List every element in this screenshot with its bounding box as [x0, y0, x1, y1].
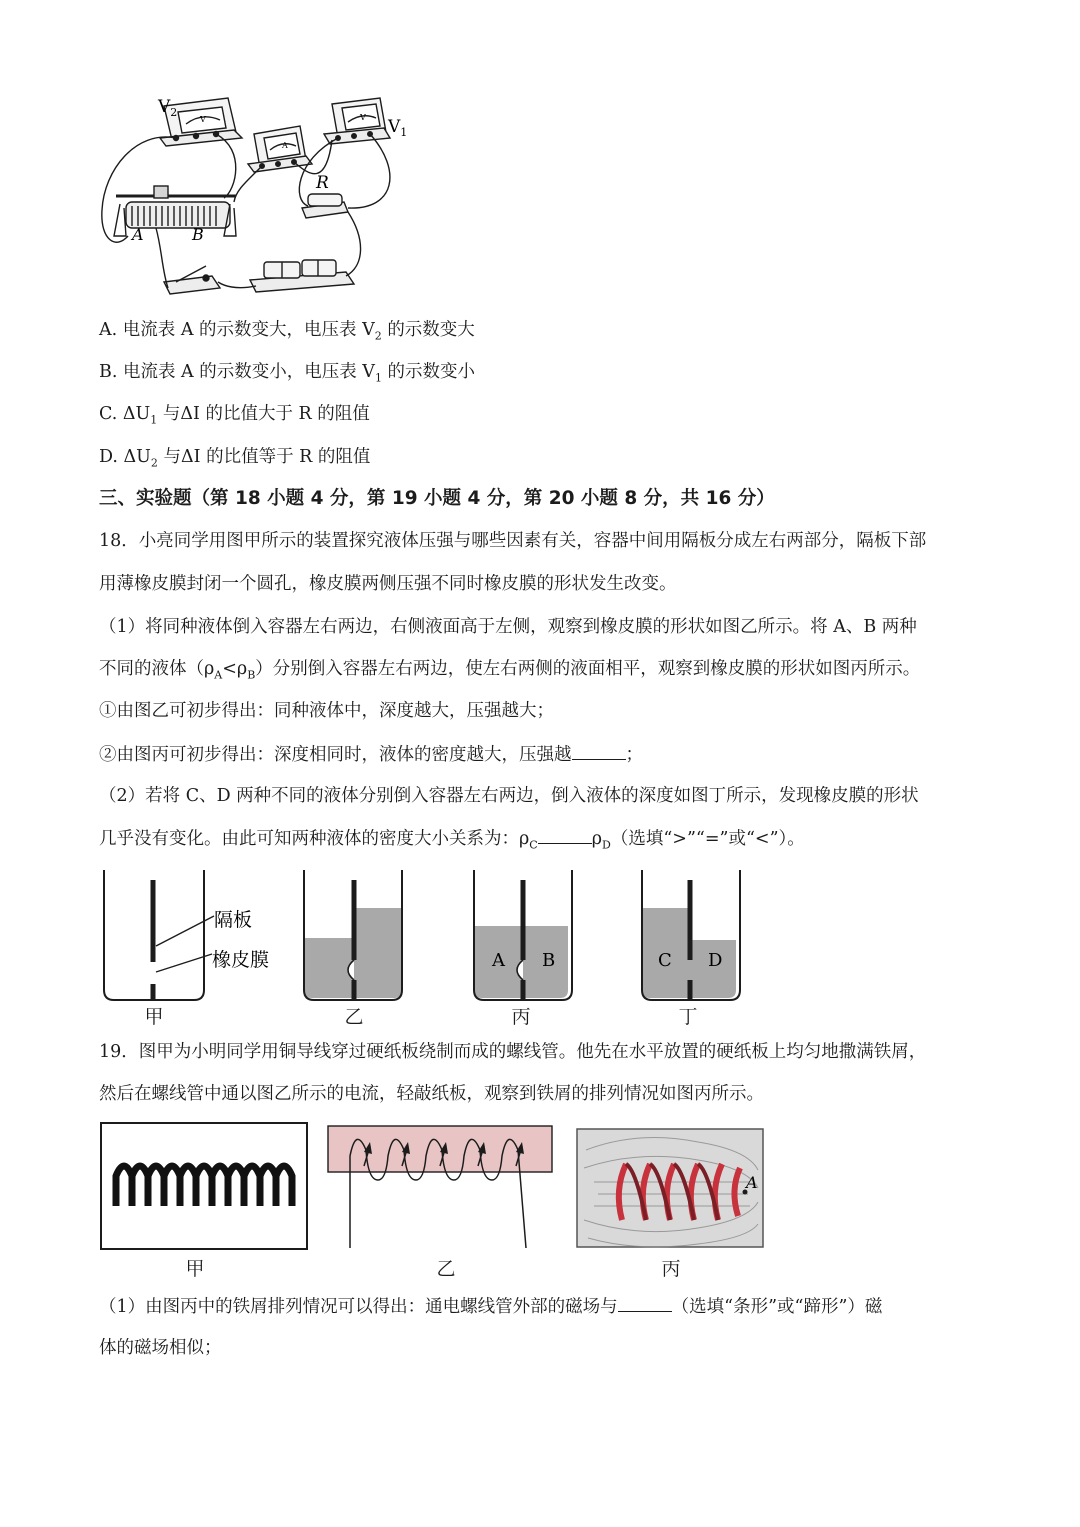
caption-q19-bing: 丙 [661, 1258, 681, 1280]
liquid-label-b: B [542, 950, 556, 971]
liquid-label-c: C [658, 950, 672, 971]
q18-line1: 18．小亮同学用图甲所示的装置探究液体压强与哪些因素有关，容器中间用隔板分成左右两部分，隔板下部 [99, 531, 927, 551]
q18-line2: 用薄橡皮膜封闭一个圆孔，橡皮膜两侧压强不同时橡皮膜的形状发生改变。 [99, 574, 677, 594]
container-figures [98, 862, 748, 1004]
label-v1: $V_1$ [388, 117, 408, 139]
meter-v1-face: V [360, 113, 366, 122]
solenoid-jia [101, 1123, 307, 1249]
caption-q19-yi: 乙 [436, 1258, 456, 1280]
liquid-label-d: D [708, 950, 723, 971]
label-a: A [132, 225, 144, 244]
caption-jia: 甲 [144, 1006, 164, 1028]
answer-blank-magnet[interactable] [618, 1294, 672, 1312]
label-b: B [192, 225, 204, 244]
resistor-r [302, 194, 348, 218]
label-r: R [316, 173, 329, 193]
label-partition: 隔板 [214, 909, 253, 931]
meter-a-face: A [282, 141, 288, 150]
point-a-label: A [746, 1173, 758, 1192]
container-ding [642, 870, 740, 1000]
option-b: B. 电流表 A 的示数变小，电压表 $V_1$ 的示数变小 [99, 362, 476, 385]
q18-line6: ②由图丙可初步得出：深度相同时，液体的密度越大，压强越 ； [99, 742, 643, 767]
meter-v2-face: V [200, 115, 206, 124]
option-c: C. $\Delta U_1$ 与ΔI 的比值大于 R 的阻值 [99, 404, 370, 427]
container-yi [304, 870, 402, 1000]
caption-q19-jia: 甲 [185, 1258, 205, 1280]
caption-yi: 乙 [344, 1006, 364, 1028]
voltmeter-v1 [324, 98, 390, 144]
q19-sub1: （1）由图丙中的铁屑排列情况可以得出：通电螺线管外部的磁场与 （选填“条形”或“蹄形”）磁 [99, 1294, 882, 1319]
option-a: A. 电流表 A 的示数变大，电压表 $V_2$ 的示数变大 [99, 320, 475, 343]
q18-line5: ①由图乙可初步得出：同种液体中，深度越大，压强越大； [99, 701, 554, 721]
section-heading: 三、实验题（第 18 小题 4 分，第 19 小题 4 分，第 20 小题 8 分，共 16 分） [99, 488, 775, 509]
liquid-label-a: A [492, 950, 505, 971]
answer-blank-density[interactable] [538, 826, 592, 844]
label-membrane: 橡皮膜 [212, 949, 270, 971]
battery [250, 260, 354, 292]
caption-bing: 丙 [511, 1006, 531, 1028]
q19-line2: 然后在螺线管中通以图乙所示的电流，轻敲纸板，观察到铁屑的排列情况如图丙所示。 [99, 1084, 764, 1104]
solenoid-yi [328, 1126, 552, 1248]
circuit-diagram [96, 90, 426, 302]
q18-line4: 不同的液体$(\rho_A<\rho_B)$分别倒入容器左右两边，使左右两侧的液面相平，观察到橡皮膜的形状如图丙所示。 [99, 659, 921, 682]
caption-ding: 丁 [678, 1006, 698, 1028]
option-d: D. $\Delta U_2$ 与ΔI 的比值等于 R 的阻值 [99, 447, 371, 470]
solenoid-figures [98, 1120, 768, 1256]
q18-line7: （2）若将 C、D 两种不同的液体分别倒入容器左右两边，倒入液体的深度如图丁所示，发现橡皮膜的形状 [99, 786, 919, 806]
ammeter-a [248, 126, 312, 172]
label-v2: $V_2$ [158, 97, 178, 119]
q18-line8: 几乎没有变化。由此可知两种液体的密度大小关系为：$\rho_C$ $\rho_D$（选填“>”“=”或“<”）。 [99, 826, 805, 858]
q18-line3: （1）将同种液体倒入容器左右两边，右侧液面高于左侧，观察到橡皮膜的形状如图乙所示。将 A、B 两种 [99, 617, 917, 637]
q19-sub1-cont: 体的磁场相似； [99, 1338, 222, 1358]
q19-line1: 19．图甲为小明同学用铜导线穿过硬纸板绕制而成的螺线管。他先在水平放置的硬纸板上均匀地撒满铁屑， [99, 1042, 927, 1062]
switch [164, 266, 220, 294]
answer-blank-pressure[interactable] [572, 742, 626, 760]
container-bing [474, 870, 572, 1000]
container-jia [104, 870, 214, 1000]
solenoid-bing [577, 1129, 763, 1247]
